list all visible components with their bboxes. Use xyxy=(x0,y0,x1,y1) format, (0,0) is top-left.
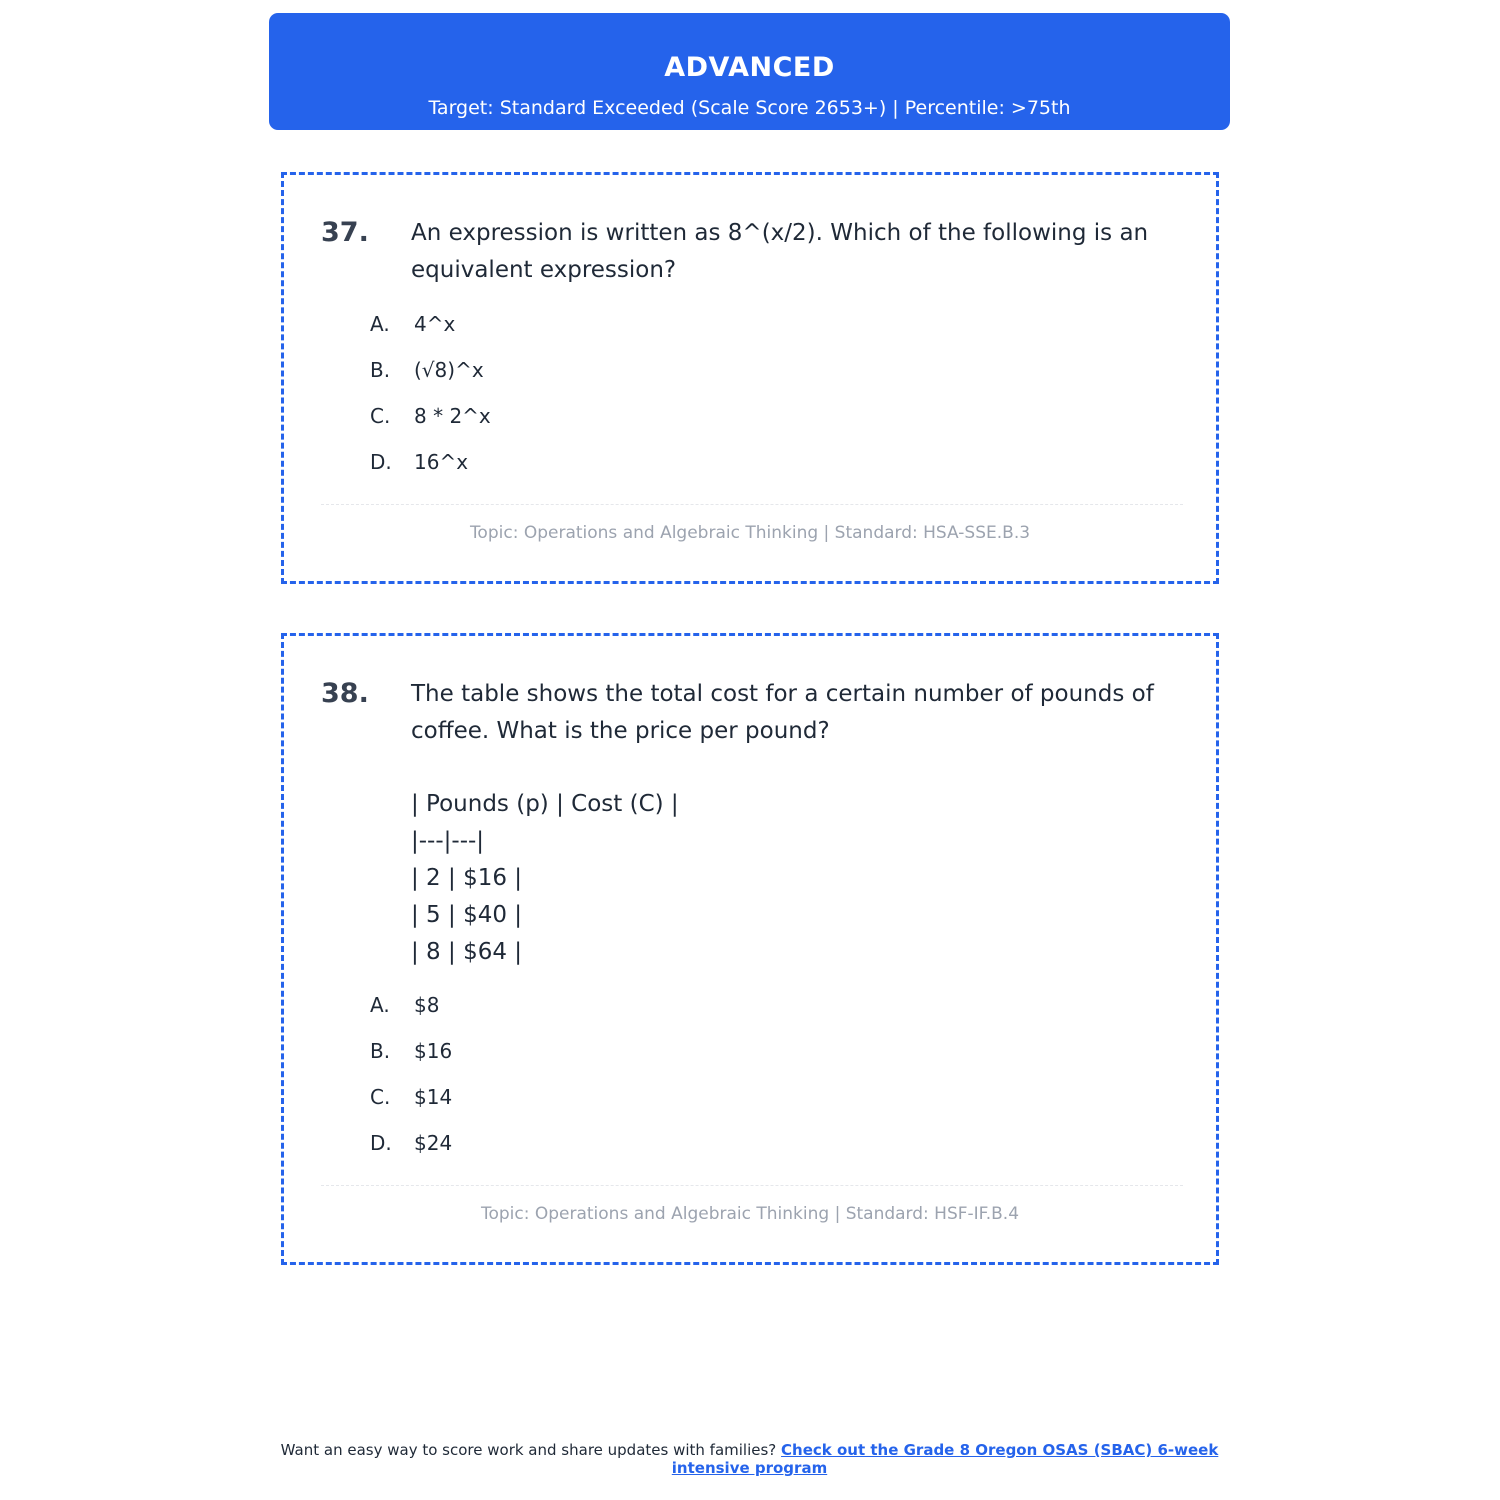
choice-text: $14 xyxy=(414,1085,453,1109)
answer-choice-a[interactable] xyxy=(370,993,452,1039)
answer-choice-c[interactable] xyxy=(370,1085,452,1131)
choice-text: 16^x xyxy=(414,450,469,474)
choice-text: $16 xyxy=(414,1039,453,1063)
question-meta: Topic: Operations and Algebraic Thinking | Standard: HSA-SSE.B.3 xyxy=(469,523,1031,543)
choice-letter: B. xyxy=(370,358,391,382)
question-number: 37. xyxy=(321,217,369,248)
divider xyxy=(321,504,1183,505)
program-link[interactable]: Check out the Grade 8 Oregon OSAS (SBAC) 6-week intensive program xyxy=(671,1441,1219,1477)
divider xyxy=(321,1185,1183,1186)
choice-letter: A. xyxy=(370,312,390,336)
question-meta: Topic: Operations and Algebraic Thinking | Standard: HSF-IF.B.4 xyxy=(480,1204,1020,1224)
question-number: 38. xyxy=(321,678,369,709)
question-text: The table shows the total cost for a certain number of pounds of coffee. What is the price per pound? xyxy=(411,681,1154,744)
level-banner xyxy=(269,13,1230,130)
question-card-37 xyxy=(281,172,1219,584)
table-line: | 2 | $16 | xyxy=(411,865,523,891)
choice-letter: C. xyxy=(370,1085,391,1109)
choice-text: (√8)^x xyxy=(414,358,484,382)
cost-table-text xyxy=(411,786,1111,971)
choice-text: $8 xyxy=(414,993,440,1017)
choice-letter: C. xyxy=(370,404,391,428)
answer-choice-d[interactable] xyxy=(370,1131,452,1177)
table-line: | Pounds (p) | Cost (C) | xyxy=(411,791,679,817)
table-line: | 8 | $64 | xyxy=(411,939,523,965)
answer-choice-b[interactable] xyxy=(370,358,491,404)
choice-letter: B. xyxy=(370,1039,391,1063)
choice-letter: D. xyxy=(370,450,392,474)
choice-letter: D. xyxy=(370,1131,392,1155)
answer-choice-a[interactable] xyxy=(370,312,491,358)
choice-letter: A. xyxy=(370,993,390,1017)
answer-choices xyxy=(370,312,491,496)
footer-text: Want an easy way to score work and share updates with families? xyxy=(280,1441,777,1459)
question-text: An expression is written as 8^(x/2). Which of the following is an equivalent expression? xyxy=(411,220,1149,283)
question-card-38 xyxy=(281,633,1219,1265)
banner-subtitle: Target: Standard Exceeded (Scale Score 2653+) | Percentile: >75th xyxy=(428,97,1071,119)
choice-text: 4^x xyxy=(414,312,456,336)
answer-choice-b[interactable] xyxy=(370,1039,452,1085)
answer-choices xyxy=(370,993,452,1177)
table-line: |---|---| xyxy=(411,828,485,854)
banner-title: ADVANCED xyxy=(664,52,835,83)
choice-text: 8 * 2^x xyxy=(414,404,491,428)
answer-choice-d[interactable] xyxy=(370,450,491,496)
table-line: | 5 | $40 | xyxy=(411,902,523,928)
choice-text: $24 xyxy=(414,1131,453,1155)
footer xyxy=(269,1441,1230,1477)
answer-choice-c[interactable] xyxy=(370,404,491,450)
